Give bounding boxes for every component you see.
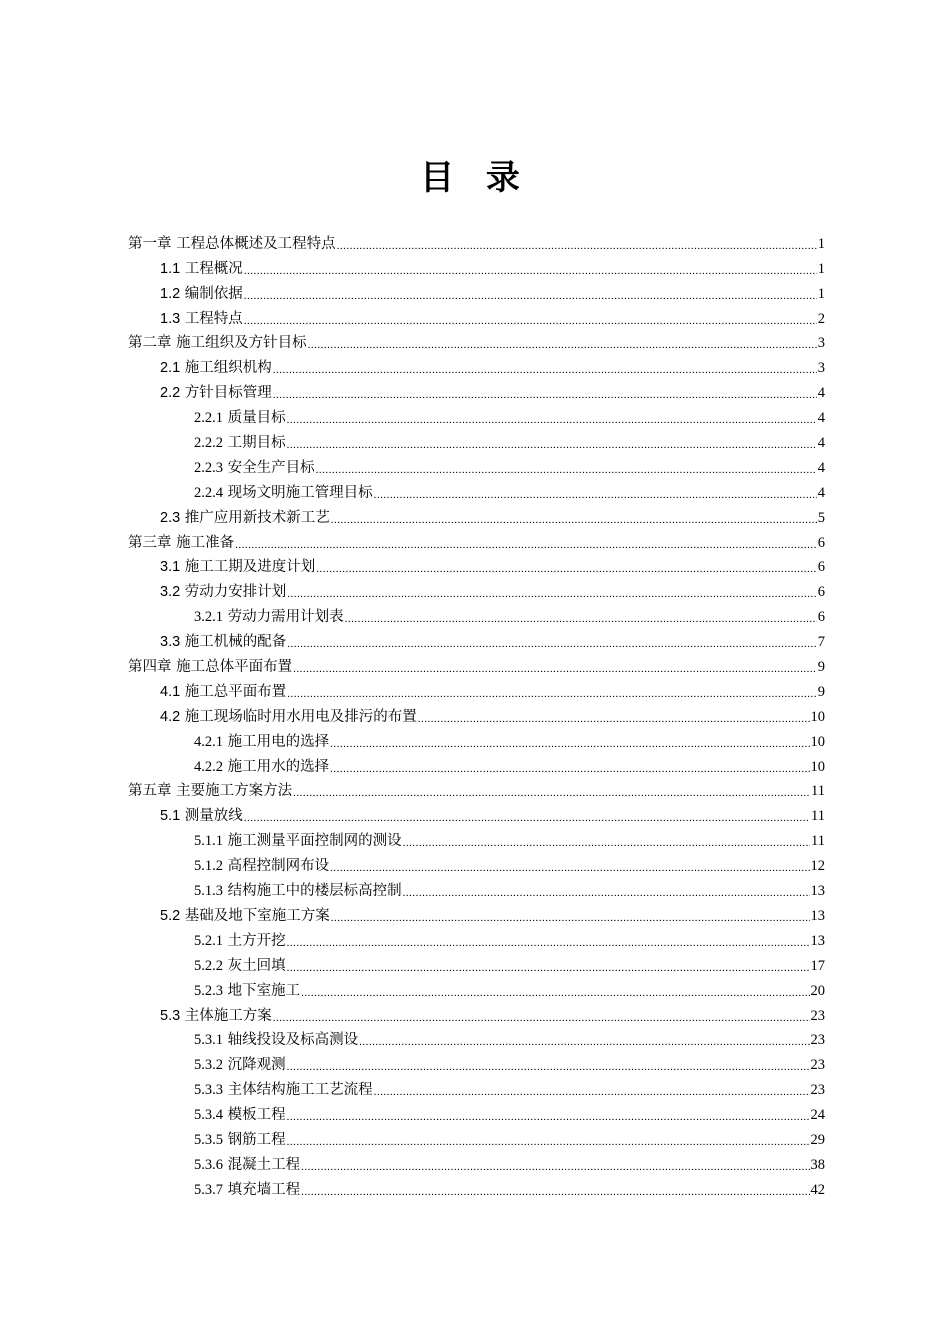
toc-entry-label: [194, 1106, 286, 1124]
toc-entry-number: 2.2.4: [194, 484, 223, 501]
toc-dot-leader: [374, 1081, 810, 1099]
toc-dot-leader: [235, 534, 817, 552]
toc-entry-number: 3.2.1: [194, 609, 223, 626]
toc-entry-title: 测量放线: [180, 808, 243, 825]
toc-page-number: 1: [817, 285, 825, 302]
toc-entry-number: 4.1: [160, 683, 181, 700]
toc-dot-leader: [374, 484, 817, 502]
toc-page-number: 6: [817, 609, 825, 626]
toc-page-number: 11: [811, 833, 825, 850]
toc-entry-number: 5.3.7: [194, 1181, 223, 1198]
toc-page-number: 4: [817, 385, 825, 402]
toc-entry-number: 5.2: [160, 907, 181, 924]
toc-dot-leader: [293, 658, 817, 676]
toc-entry[interactable]: [128, 601, 825, 626]
toc-dot-leader: [316, 558, 816, 576]
toc-page-number: 11: [811, 808, 825, 825]
toc-dot-leader: [273, 384, 817, 402]
toc-entry[interactable]: [128, 477, 825, 502]
toc-entry[interactable]: [128, 576, 825, 601]
toc-dot-leader: [287, 434, 817, 452]
toc-entry[interactable]: [128, 1149, 825, 1174]
toc-page-number: 13: [810, 883, 825, 900]
toc-entry-number: 5.3.5: [194, 1131, 223, 1148]
toc-entry-number: 2.1: [160, 360, 181, 377]
toc-page-number: 10: [810, 708, 825, 725]
toc-dot-leader: [273, 1007, 810, 1025]
toc-page-number: 6: [817, 559, 825, 576]
toc-dot-leader: [293, 782, 810, 800]
toc-page-number: 13: [810, 932, 825, 949]
toc-entry[interactable]: [128, 800, 825, 825]
toc-entry-number: 2.2.3: [194, 459, 223, 476]
toc-entry[interactable]: [128, 776, 825, 801]
toc-page-number: 12: [810, 858, 825, 875]
toc-entry-label: [128, 334, 307, 352]
toc-entry-label: [160, 1007, 272, 1025]
toc-entry-label: [160, 285, 243, 303]
toc-entry-label: [194, 1031, 358, 1049]
toc-entry-number: 5.3.3: [194, 1082, 223, 1099]
toc-title: 目 录: [420, 158, 530, 198]
toc-entry-number: 第一章: [128, 235, 172, 252]
toc-entry-title: 主体结构施工工艺流程: [223, 1082, 373, 1099]
toc-dot-leader: [244, 310, 817, 328]
toc-page-number: 3: [817, 360, 825, 377]
toc-entry-number: 5.1.3: [194, 883, 223, 900]
toc-dot-leader: [330, 857, 809, 875]
toc-entry[interactable]: [128, 1074, 825, 1099]
toc-entry-label: [194, 932, 286, 950]
toc-entry-label: [194, 957, 286, 975]
toc-dot-leader: [403, 832, 810, 850]
toc-entry-number: 5.3: [160, 1007, 181, 1024]
toc-entry-number: 5.2.2: [194, 957, 223, 974]
toc-entry-title: 施工总平面布置: [180, 683, 287, 700]
toc-entry-number: 5.2.3: [194, 982, 223, 999]
toc-entry-label: [160, 807, 243, 825]
toc-entry-title: 施工工期及进度计划: [180, 559, 316, 576]
toc-page-number: 29: [810, 1131, 825, 1148]
toc-page-number: 10: [810, 758, 825, 775]
toc-entry-label: [194, 459, 315, 477]
table-of-contents: [128, 228, 825, 1199]
toc-dot-leader: [287, 633, 816, 651]
toc-page-number: 38: [810, 1156, 825, 1173]
toc-page-number: 11: [811, 783, 825, 800]
toc-entry-title: 施工组织及方针目标: [171, 335, 307, 352]
toc-dot-leader: [244, 260, 817, 278]
toc-page-number: 1: [817, 260, 825, 277]
toc-dot-leader: [287, 683, 816, 701]
toc-entry-label: [194, 1131, 286, 1149]
toc-entry[interactable]: [128, 228, 825, 253]
toc-dot-leader: [316, 459, 817, 477]
toc-dot-leader: [345, 608, 817, 626]
toc-entry-title: 质量目标: [223, 410, 286, 427]
toc-entry-label: [194, 484, 373, 502]
toc-entry-title: 施工用电的选择: [223, 733, 330, 750]
toc-entry-number: 3.3: [160, 634, 181, 651]
toc-entry[interactable]: [128, 1124, 825, 1149]
toc-dot-leader: [287, 1131, 810, 1149]
toc-entry-title: 基础及地下室施工方案: [180, 907, 330, 924]
toc-entry[interactable]: [128, 925, 825, 950]
toc-page-number: 20: [810, 982, 825, 999]
toc-entry-number: 2.3: [160, 509, 181, 526]
toc-entry[interactable]: [128, 402, 825, 427]
toc-entry[interactable]: [128, 751, 825, 776]
toc-page-number: 4: [817, 484, 825, 501]
toc-entry[interactable]: [128, 950, 825, 975]
toc-entry-title: 填充墙工程: [223, 1181, 301, 1198]
toc-entry[interactable]: [128, 427, 825, 452]
toc-dot-leader: [330, 758, 809, 776]
toc-dot-leader: [403, 882, 810, 900]
toc-entry[interactable]: [128, 552, 825, 577]
toc-entry-title: 工程概况: [180, 260, 243, 277]
toc-entry[interactable]: [128, 875, 825, 900]
toc-entry-number: 5.2.1: [194, 932, 223, 949]
toc-page-number: 4: [817, 459, 825, 476]
toc-dot-leader: [287, 932, 810, 950]
toc-page-number: 4: [817, 435, 825, 452]
toc-entry-number: 第四章: [128, 659, 172, 676]
toc-entry[interactable]: [128, 1099, 825, 1124]
toc-entry[interactable]: [128, 626, 825, 651]
toc-entry-title: 模板工程: [223, 1107, 286, 1124]
toc-entry-title: 安全生产目标: [223, 459, 315, 476]
toc-page-number: 2: [817, 310, 825, 327]
toc-entry-title: 轴线投设及标高测设: [223, 1032, 359, 1049]
toc-page-number: 5: [817, 509, 825, 526]
toc-entry[interactable]: [128, 253, 825, 278]
toc-entry-title: 工程总体概述及工程特点: [171, 235, 336, 252]
toc-entry[interactable]: [128, 502, 825, 527]
toc-entry-title: 方针目标管理: [180, 385, 272, 402]
toc-entry-number: 5.1: [160, 808, 181, 825]
toc-entry-label: [160, 509, 330, 527]
toc-entry-title: 工程特点: [180, 310, 243, 327]
toc-dot-leader: [301, 1156, 809, 1174]
toc-entry-number: 5.3.1: [194, 1032, 223, 1049]
toc-entry-title: 主要施工方案方法: [171, 783, 293, 800]
toc-dot-leader: [287, 1106, 810, 1124]
toc-entry-number: 5.1.1: [194, 833, 223, 850]
toc-entry-number: 5.3.6: [194, 1156, 223, 1173]
toc-page-number: 9: [817, 659, 825, 676]
toc-entry-label: [194, 758, 329, 776]
toc-entry-number: 1.1: [160, 260, 181, 277]
toc-entry[interactable]: [128, 825, 825, 850]
toc-dot-leader: [244, 285, 817, 303]
toc-entry[interactable]: [128, 1000, 825, 1025]
toc-entry-title: 土方开挖: [223, 932, 286, 949]
toc-entry[interactable]: [128, 452, 825, 477]
toc-entry-label: [194, 1156, 300, 1174]
toc-dot-leader: [308, 334, 817, 352]
toc-entry-label: [128, 534, 234, 552]
toc-entry-number: 2.2.1: [194, 410, 223, 427]
toc-entry-title: 施工机械的配备: [180, 634, 287, 651]
toc-entry-number: 1.2: [160, 285, 181, 302]
toc-entry-number: 第三章: [128, 534, 172, 551]
toc-page-number: 23: [810, 1057, 825, 1074]
toc-entry-title: 施工准备: [171, 534, 235, 551]
toc-page-number: 13: [810, 907, 825, 924]
toc-dot-leader: [331, 509, 817, 527]
toc-dot-leader: [287, 583, 816, 601]
toc-entry-label: [194, 733, 329, 751]
toc-entry-number: 第二章: [128, 335, 172, 352]
toc-entry-title: 钢筋工程: [223, 1131, 286, 1148]
toc-entry-title: 沉降观测: [223, 1057, 286, 1074]
toc-entry-label: [128, 782, 292, 800]
toc-entry[interactable]: [128, 651, 825, 676]
toc-entry-label: [160, 558, 315, 576]
toc-dot-leader: [359, 1031, 809, 1049]
toc-dot-leader: [273, 359, 817, 377]
toc-page-number: 23: [810, 1032, 825, 1049]
toc-page-number: 17: [810, 957, 825, 974]
toc-dot-leader: [337, 235, 817, 253]
toc-entry-number: 4.2: [160, 708, 181, 725]
toc-entry-label: [194, 857, 329, 875]
toc-page-number: 23: [810, 1007, 825, 1024]
toc-page-number: 10: [810, 733, 825, 750]
toc-entry-label: [194, 1181, 300, 1199]
toc-entry-number: 4.2.1: [194, 733, 223, 750]
toc-page-number: 9: [817, 683, 825, 700]
toc-entry-title: 主体施工方案: [180, 1007, 272, 1024]
toc-entry[interactable]: [128, 676, 825, 701]
toc-page-number: 42: [810, 1181, 825, 1198]
toc-dot-leader: [301, 1181, 809, 1199]
toc-dot-leader: [244, 807, 810, 825]
toc-entry-title: 施工现场临时用水用电及排污的布置: [180, 708, 417, 725]
toc-entry[interactable]: [128, 1049, 825, 1074]
toc-entry-number: 3.2: [160, 584, 181, 601]
toc-entry-title: 施工测量平面控制网的测设: [223, 833, 402, 850]
toc-entry-number: 5.3.2: [194, 1057, 223, 1074]
toc-entry-title: 推广应用新技术新工艺: [180, 509, 330, 526]
toc-page-number: 6: [817, 584, 825, 601]
toc-page-number: 3: [817, 335, 825, 352]
toc-entry-label: [160, 907, 330, 925]
toc-dot-leader: [287, 1056, 810, 1074]
toc-page-number: 4: [817, 410, 825, 427]
toc-entry-title: 现场文明施工管理目标: [223, 484, 373, 501]
toc-entry-label: [194, 982, 300, 1000]
toc-entry-title: 编制依据: [180, 285, 243, 302]
toc-entry-number: 2.2.2: [194, 435, 223, 452]
toc-dot-leader: [330, 733, 809, 751]
toc-entry-label: [160, 260, 243, 278]
toc-entry[interactable]: [128, 1025, 825, 1050]
toc-entry[interactable]: [128, 726, 825, 751]
toc-entry-number: 3.1: [160, 559, 181, 576]
toc-dot-leader: [301, 982, 809, 1000]
toc-entry-label: [160, 683, 286, 701]
toc-entry-label: [194, 608, 344, 626]
toc-page-number: 6: [817, 534, 825, 551]
toc-entry[interactable]: [128, 527, 825, 552]
toc-page-number: 23: [810, 1082, 825, 1099]
toc-entry-label: [128, 658, 292, 676]
toc-entry-number: 1.3: [160, 310, 181, 327]
toc-entry-label: [160, 583, 286, 601]
toc-dot-leader: [331, 907, 810, 925]
toc-entry-title: 结构施工中的楼层标高控制: [223, 883, 402, 900]
toc-entry-title: 施工组织机构: [180, 360, 272, 377]
toc-entry-title: 劳动力需用计划表: [223, 609, 344, 626]
toc-dot-leader: [287, 409, 817, 427]
toc-entry[interactable]: [128, 278, 825, 303]
toc-entry-number: 5.1.2: [194, 858, 223, 875]
toc-entry-title: 劳动力安排计划: [180, 584, 287, 601]
toc-entry-label: [194, 409, 286, 427]
toc-entry-label: [160, 359, 272, 377]
toc-entry[interactable]: [128, 303, 825, 328]
toc-entry-number: 4.2.2: [194, 758, 223, 775]
toc-entry-title: 地下室施工: [223, 982, 301, 999]
toc-entry-number: 5.3.4: [194, 1107, 223, 1124]
toc-entry-title: 灰土回填: [223, 957, 286, 974]
toc-entry-label: [128, 235, 336, 253]
toc-entry-label: [160, 633, 286, 651]
toc-entry-label: [194, 882, 402, 900]
toc-entry-label: [160, 384, 272, 402]
toc-entry-number: 2.2: [160, 385, 181, 402]
toc-entry[interactable]: [128, 850, 825, 875]
toc-entry[interactable]: [128, 701, 825, 726]
toc-entry-label: [160, 310, 243, 328]
toc-entry[interactable]: [128, 377, 825, 402]
toc-entry-title: 施工总体平面布置: [171, 659, 293, 676]
toc-entry-label: [194, 832, 402, 850]
toc-entry-title: 混凝土工程: [223, 1156, 301, 1173]
toc-dot-leader: [287, 957, 810, 975]
toc-page-number: 7: [817, 634, 825, 651]
toc-entry-number: 第五章: [128, 783, 172, 800]
toc-entry-label: [160, 708, 417, 726]
toc-entry[interactable]: [128, 328, 825, 353]
toc-entry-title: 高程控制网布设: [223, 858, 330, 875]
toc-dot-leader: [418, 708, 810, 726]
toc-entry[interactable]: [128, 975, 825, 1000]
toc-page-number: 24: [810, 1107, 825, 1124]
toc-entry[interactable]: [128, 1174, 825, 1199]
toc-entry-label: [194, 1081, 373, 1099]
toc-entry[interactable]: [128, 352, 825, 377]
toc-entry-label: [194, 434, 286, 452]
toc-entry-title: 工期目标: [223, 435, 286, 452]
toc-entry[interactable]: [128, 900, 825, 925]
toc-entry-title: 施工用水的选择: [223, 758, 330, 775]
toc-entry-label: [194, 1056, 286, 1074]
toc-page-number: 1: [817, 235, 825, 252]
